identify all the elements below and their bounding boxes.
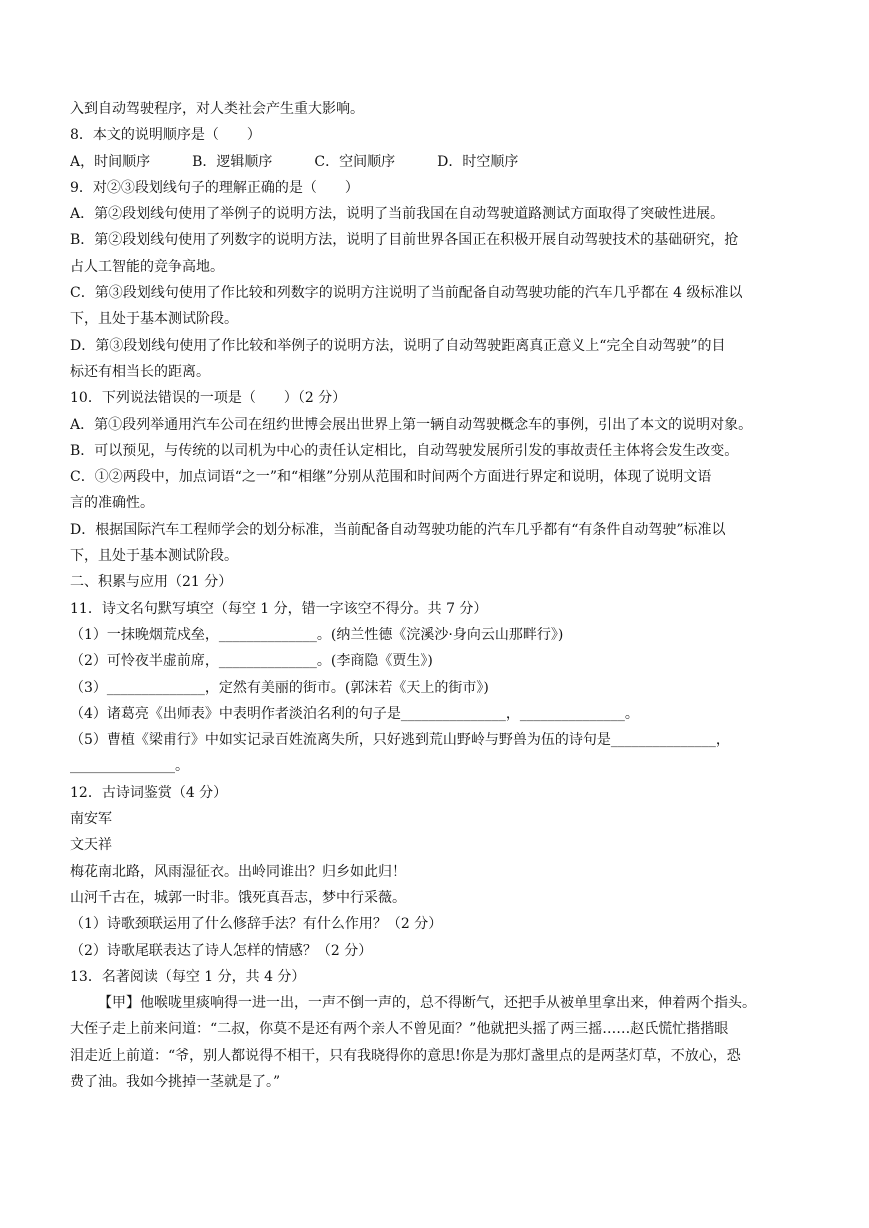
question-10-option-c: C．①②两段中，加点词语“之一”和“相继”分别从范围和时间两个方面进行界定和说明，体现了说明文语: [70, 469, 712, 486]
question-11-item-5: （5）曹植《梁甫行》中如实记录百姓流离失所，只好逃到荒山野岭与野兽为伍的诗句是_______________，: [70, 732, 730, 749]
question-11: 11．诗文名句默写填空（每空 1 分，错一字该空不得分。共 7 分）: [70, 600, 488, 617]
question-11-item-4: （4）诸葛亮《出师表》中表明作者淡泊名利的句子是_______________，_______________。: [70, 705, 639, 722]
question-9-option-a: A．第②段划线句使用了举例子的说明方法，说明了当前我国在自动驾驶道路测试方面取得了突破性进展。: [70, 206, 725, 223]
text-line: 标还有相当长的距离。: [70, 363, 210, 380]
text-line: 下，且处于基本测试阶段。: [70, 548, 238, 565]
question-10-option-d: D．根据国际汽车工程师学会的划分标准，当前配备自动驾驶功能的汽车几乎都有“有条件自动驾驶”标准以: [70, 521, 726, 538]
section-heading: 二、积累与应用（21 分）: [70, 574, 233, 591]
poem-title: 南安军: [70, 811, 112, 828]
poem-line: 梅花南北路，风雨湿征衣。出岭同谁出？归乡如此归！: [70, 863, 406, 880]
passage-line: 【甲】他喉咙里痰响得一进一出，一声不倒一声的，总不得断气，还把手从被单里拿出来，伸着两个指头。: [98, 995, 756, 1012]
question-12: 12．古诗词鉴赏（4 分）: [70, 784, 228, 801]
passage-line: 泪走近上前道：“爷，别人都说得不相干，只有我晓得你的意思!你是为那灯盏里点的是两茎灯草，不放心，恐: [70, 1047, 741, 1064]
text-line: 言的准确性。: [70, 495, 154, 512]
poem-author: 文天祥: [70, 837, 112, 854]
poem-line: 山河千古在，城郭一时非。饿死真吾志，梦中行采薇。: [70, 889, 406, 906]
question-11-item-3: （3）______________，定然有美丽的街市。(郭沫若《天上的街市》): [70, 679, 489, 696]
question-8-options: A，时间顺序 B．逻辑顺序 C．空间顺序 D．时空顺序: [70, 153, 519, 170]
question-11-item-1: （1）一抹晚烟荒戍垒，______________。(纳兰性德《浣溪沙·身向云山那畔行》): [70, 626, 564, 643]
question-9-option-b: B．第②段划线句使用了列数字的说明方法，说明了目前世界各国正在积极开展自动驾驶技术的基础研究，抢: [70, 232, 739, 249]
question-10-option-a: A．第①段列举通用汽车公司在纽约世博会展出世界上第一辆自动驾驶概念车的事例，引出了本文的说明对象。: [70, 416, 753, 433]
question-9-option-c: C．第③段划线句使用了作比较和列数字的说明方注说明了当前配备自动驾驶功能的汽车几乎都在 4 级标准以: [70, 285, 743, 302]
text-line: 下，且处于基本测试阶段。: [70, 311, 238, 328]
question-12-item-1: （1）诗歌颈联运用了什么修辞手法？有什么作用？（2 分）: [70, 916, 443, 933]
text-line: 入到自动驾驶程序，对人类社会产生重大影响。: [70, 101, 364, 117]
question-9: 9．对②③段划线句子的理解正确的是（ ）: [70, 179, 359, 196]
document-body: [70, 96, 810, 1095]
question-9-option-d: D．第③段划线句使用了作比较和举例子的说明方法，说明了自动驾驶距离真正意义上“完全自动驾驶”的目: [70, 337, 726, 354]
question-10-option-b: B．可以预见，与传统的以司机为中心的责任认定相比，自动驾驶发展所引发的事故责任主体将会发生改变。: [70, 442, 739, 459]
question-10: 10．下列说法错误的一项是（ ）（2 分）: [70, 390, 347, 407]
question-13: 13．名著阅读（每空 1 分，共 4 分）: [70, 968, 306, 985]
question-11-item-2: （2）可怜夜半虚前席，______________。(李商隐《贾生》): [70, 653, 433, 670]
text-line: 占人工智能的竞争高地。: [70, 258, 224, 275]
text-line: _______________。: [70, 758, 189, 775]
passage-line: 大侄子走上前来问道：“二叔，你莫不是还有两个亲人不曾见面？”他就把头摇了两三摇……赵氏慌忙揩揩眼: [70, 1021, 729, 1038]
question-8: 8．本文的说明顺序是（ ）: [70, 127, 261, 144]
passage-line: 费了油。我如今挑掉一茎就是了。”: [70, 1073, 281, 1090]
question-12-item-2: （2）诗歌尾联表达了诗人怎样的情感？（2 分）: [70, 942, 373, 959]
